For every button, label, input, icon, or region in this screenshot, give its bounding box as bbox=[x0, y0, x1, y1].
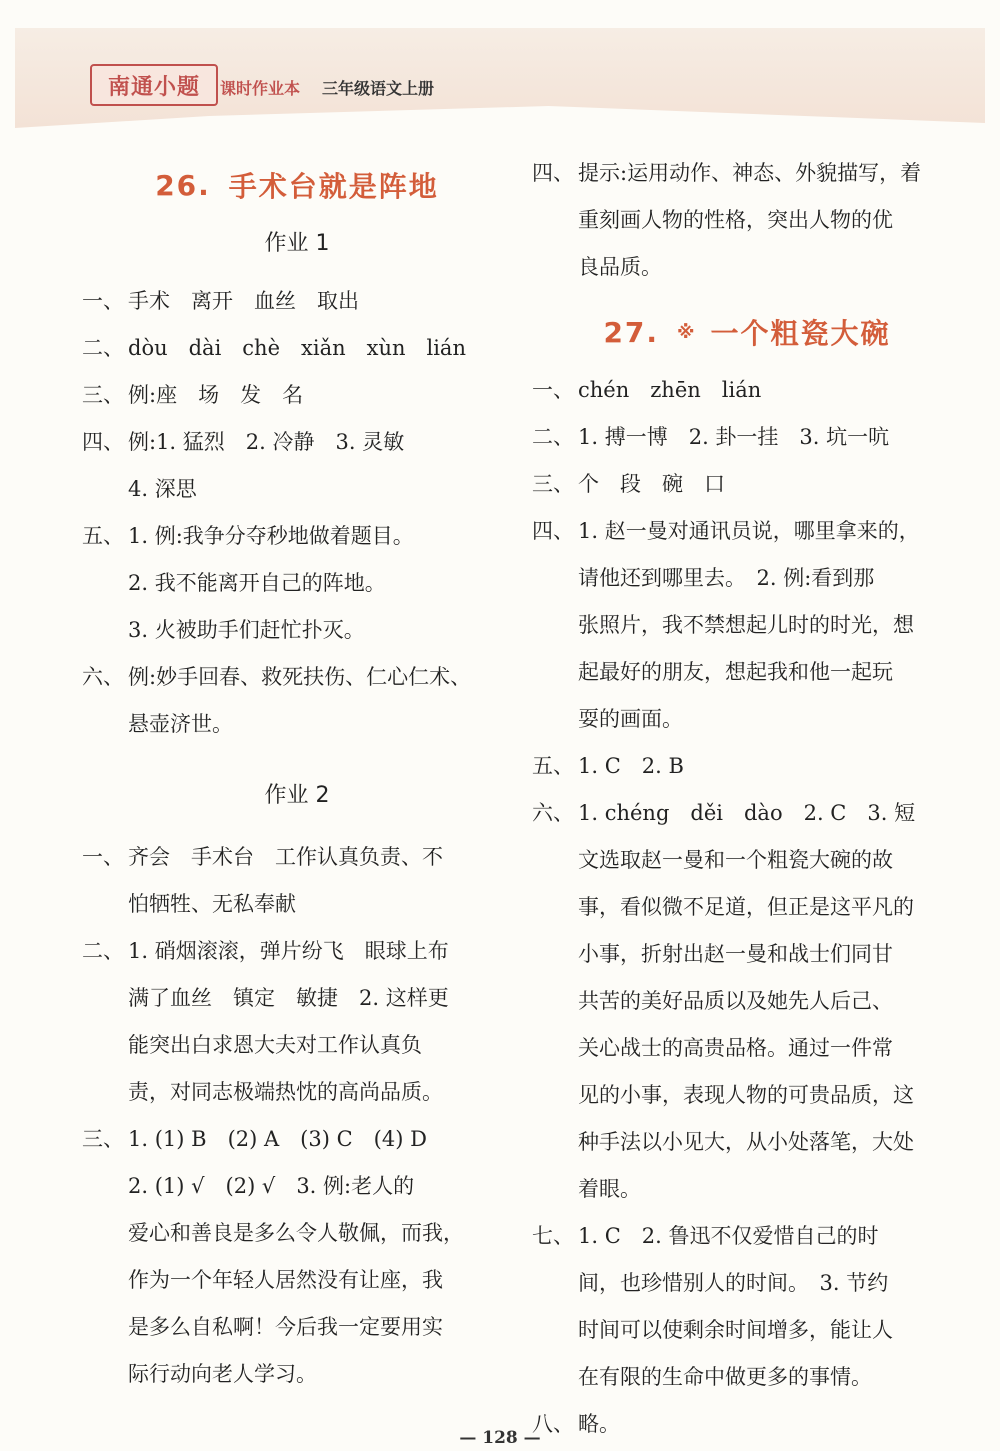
answer-row bbox=[82, 654, 512, 701]
answer-continuation: 间，也珍惜别人的时间。 3. 节约 bbox=[578, 1271, 889, 1295]
answer-continuation: 见的小事，表现人物的可贵品质，这 bbox=[578, 1083, 914, 1107]
answer-text: 例:座 场 发 名 bbox=[128, 383, 304, 407]
item-marker: 二、 bbox=[532, 425, 574, 449]
answer-continuation: 爱心和善良是多么令人敬佩，而我， bbox=[128, 1221, 464, 1245]
lesson-27-title bbox=[532, 297, 962, 367]
answer-continuation: 请他还到哪里去。 2. 例:看到那 bbox=[578, 566, 875, 590]
answer-row bbox=[532, 150, 962, 197]
answer-continuation: 满了血丝 镇定 敏捷 2. 这样更 bbox=[128, 986, 449, 1010]
item-marker: 四、 bbox=[532, 519, 574, 543]
item-marker: 五、 bbox=[532, 754, 574, 778]
item-marker: 一、 bbox=[82, 289, 124, 313]
answer-row bbox=[532, 743, 962, 790]
answer-continuation: 事，看似微不足道，但正是这平凡的 bbox=[578, 895, 914, 919]
item-marker: 四、 bbox=[532, 161, 574, 185]
answer-row bbox=[82, 419, 512, 466]
item-marker: 二、 bbox=[82, 336, 124, 360]
page-number: — 128 — bbox=[459, 1428, 541, 1448]
answer-continuation: 作为一个年轻人居然没有让座，我 bbox=[128, 1268, 443, 1292]
answer-row bbox=[82, 1116, 512, 1163]
answer-text: 个 段 碗 口 bbox=[578, 472, 725, 496]
answer-continuation: 悬壶济世。 bbox=[128, 712, 233, 736]
answer-text: 1. C 2. 鲁迅不仅爱惜自己的时 bbox=[578, 1224, 879, 1248]
left-column bbox=[82, 150, 512, 1398]
answer-continuation: 关心战士的高贵品格。通过一件常 bbox=[578, 1036, 893, 1060]
answer-row bbox=[532, 414, 962, 461]
answer-continuation: 种手法以小见大，从小处落笔，大处 bbox=[578, 1130, 914, 1154]
answer-continuation: 时间可以使剩余时间增多，能让人 bbox=[578, 1318, 893, 1342]
answer-text: dòu dài chè xiǎn xùn lián bbox=[128, 336, 466, 360]
item-marker: 二、 bbox=[82, 939, 124, 963]
answer-text: chén zhēn lián bbox=[578, 378, 762, 402]
answer-continuation: 3. 火被助手们赶忙扑灭。 bbox=[128, 618, 365, 642]
answer-row bbox=[82, 834, 512, 881]
answer-continuation: 张照片，我不禁想起儿时的时光，想 bbox=[578, 613, 914, 637]
answer-row bbox=[82, 325, 512, 372]
answer-text: 略。 bbox=[578, 1412, 620, 1436]
answer-continuation: 着眼。 bbox=[578, 1177, 641, 1201]
answer-row bbox=[82, 513, 512, 560]
answer-continuation: 际行动向老人学习。 bbox=[128, 1362, 317, 1386]
answer-continuation: 耍的画面。 bbox=[578, 707, 683, 731]
answer-row bbox=[532, 508, 962, 555]
right-column bbox=[532, 150, 962, 1448]
lesson-26-title bbox=[82, 150, 512, 220]
series-name: 课时作业本 bbox=[220, 79, 301, 98]
lesson-name: 手术台就是阵地 bbox=[228, 170, 439, 203]
lesson-name: 一个粗瓷大碗 bbox=[710, 317, 891, 350]
answer-continuation: 能突出白求恩大夫对工作认真负 bbox=[128, 1033, 422, 1057]
answer-continuation: 共苦的美好品质以及她先人后己、 bbox=[578, 989, 893, 1013]
brand-logo: 南通小题 bbox=[90, 64, 218, 106]
answer-row bbox=[532, 1213, 962, 1260]
item-marker: 六、 bbox=[532, 801, 574, 825]
answer-text: 手术 离开 血丝 取出 bbox=[128, 289, 359, 313]
item-marker: 八、 bbox=[532, 1412, 574, 1436]
answer-continuation: 4. 深思 bbox=[128, 477, 197, 501]
answer-continuation: 起最好的朋友，想起我和他一起玩 bbox=[578, 660, 893, 684]
answer-row bbox=[532, 461, 962, 508]
answer-text: 齐会 手术台 工作认真负责、不 bbox=[128, 845, 443, 869]
answer-continuation: 在有限的生命中做更多的事情。 bbox=[578, 1365, 872, 1389]
answer-text: 例:妙手回春、救死扶伤、仁心仁术、 bbox=[128, 665, 472, 689]
work-2-title: 作业 2 bbox=[264, 783, 330, 808]
answer-continuation: 是多么自私啊！今后我一定要用实 bbox=[128, 1315, 443, 1339]
item-marker: 三、 bbox=[82, 1127, 124, 1151]
answer-text: 1. (1) B (2) A (3) C (4) D bbox=[128, 1127, 427, 1151]
item-marker: 一、 bbox=[532, 378, 574, 402]
answer-text: 1. chéng děi dào 2. C 3. 短 bbox=[578, 801, 916, 825]
item-marker: 四、 bbox=[82, 430, 124, 454]
answer-continuation: 怕牺牲、无私奉献 bbox=[128, 892, 296, 916]
answer-text: 提示:运用动作、神态、外貌描写，着 bbox=[578, 161, 922, 185]
optional-mark: ※ bbox=[677, 321, 697, 343]
item-marker: 七、 bbox=[532, 1224, 574, 1248]
item-marker: 一、 bbox=[82, 845, 124, 869]
answer-text: 1. 搏一博 2. 卦一挂 3. 坑一吭 bbox=[578, 425, 890, 449]
answer-continuation: 小事，折射出赵一曼和战士们同甘 bbox=[578, 942, 893, 966]
answer-text: 1. 例:我争分夺秒地做着题目。 bbox=[128, 524, 414, 548]
answer-continuation: 重刻画人物的性格，突出人物的优 bbox=[578, 208, 893, 232]
lesson-number: 27. bbox=[603, 315, 660, 349]
answer-continuation: 良品质。 bbox=[578, 255, 662, 279]
answer-text: 例:1. 猛烈 2. 冷静 3. 灵敏 bbox=[128, 430, 405, 454]
book-name: 三年级语文上册 bbox=[322, 79, 435, 98]
work-1-title: 作业 1 bbox=[264, 231, 330, 256]
answer-row bbox=[532, 367, 962, 414]
item-marker: 三、 bbox=[82, 383, 124, 407]
answer-continuation: 文选取赵一曼和一个粗瓷大碗的故 bbox=[578, 848, 893, 872]
item-marker: 六、 bbox=[82, 665, 124, 689]
item-marker: 五、 bbox=[82, 524, 124, 548]
answer-row bbox=[82, 372, 512, 419]
item-marker: 三、 bbox=[532, 472, 574, 496]
answer-text: 1. 硝烟滚滚，弹片纷飞 眼球上布 bbox=[128, 939, 449, 963]
answer-continuation: 2. (1) √ (2) √ 3. 例:老人的 bbox=[128, 1174, 415, 1198]
answer-row bbox=[82, 928, 512, 975]
answer-text: 1. C 2. B bbox=[578, 754, 684, 778]
answer-row bbox=[82, 278, 512, 325]
lesson-number: 26. bbox=[155, 168, 211, 202]
answer-row bbox=[532, 790, 962, 837]
answer-continuation: 责，对同志极端热忱的高尚品质。 bbox=[128, 1080, 443, 1104]
answer-text: 1. 赵一曼对通讯员说，哪里拿来的， bbox=[578, 519, 920, 543]
answer-continuation: 2. 我不能离开自己的阵地。 bbox=[128, 571, 386, 595]
